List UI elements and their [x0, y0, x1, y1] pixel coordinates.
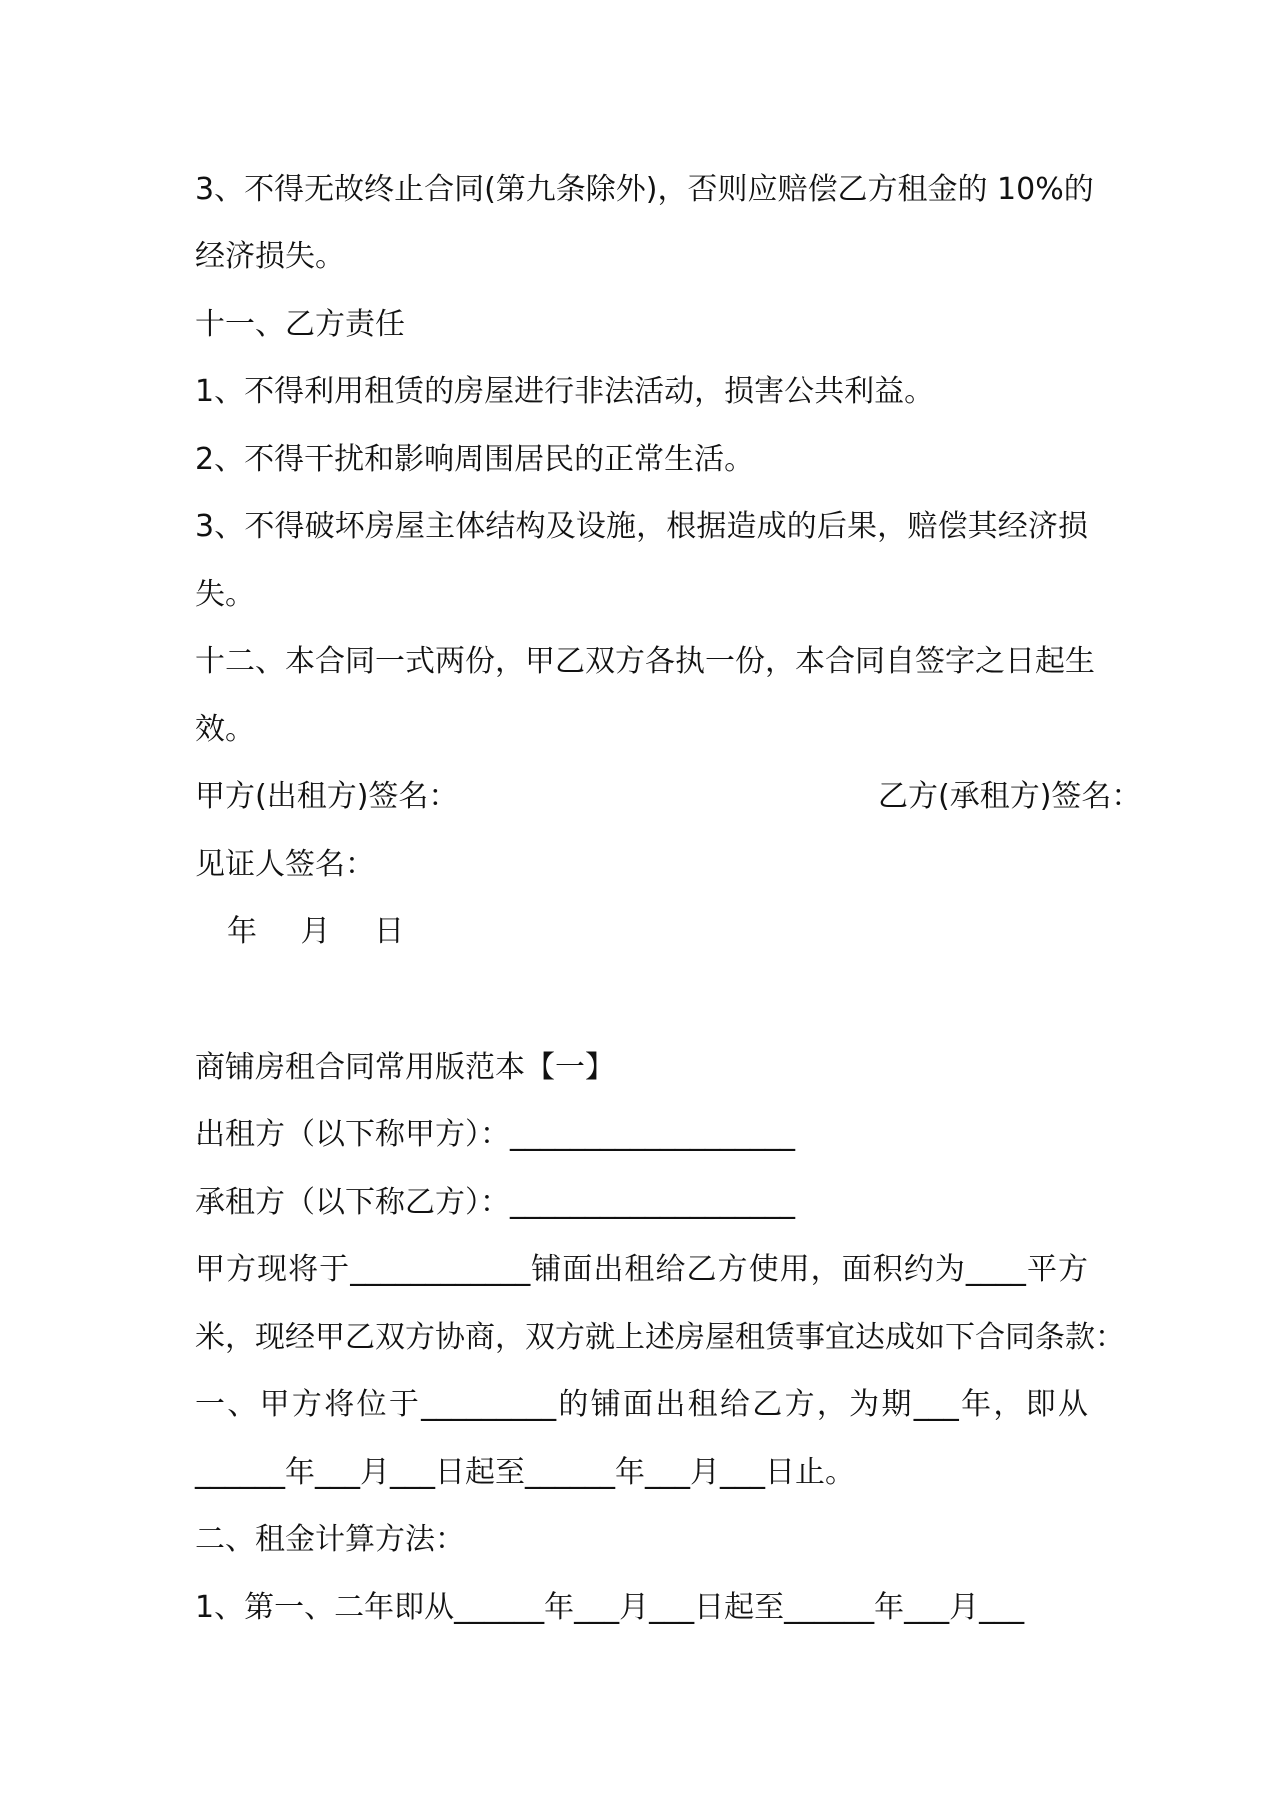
text-line: 1、第一、二年即从______年___月___日起至______年___月___	[195, 1590, 1025, 1625]
witness-signature-label: 见证人签名：	[195, 847, 375, 882]
text-line: 经济损失。	[195, 239, 345, 274]
date-year: 年	[227, 914, 257, 949]
text-line: 失。	[195, 577, 255, 612]
party-b-signature-label: 乙方(承租方)签名：	[878, 779, 1142, 814]
section-heading: 十一、乙方责任	[195, 307, 405, 342]
date-month: 月	[300, 914, 331, 949]
party-a-signature-label: 甲方(出租方)签名：	[195, 779, 459, 814]
date-line	[227, 912, 438, 952]
text-line: 3、不得破坏房屋主体结构及设施，根据造成的后果，赔偿其经济损	[195, 509, 1088, 544]
text-line: ______年___月___日起至______年___月___日止。	[195, 1455, 855, 1490]
text-line: 效。	[195, 712, 255, 747]
text-line: 3、不得无故终止合同(第九条除外)，否则应赔偿乙方租金的 10%的	[195, 172, 1094, 207]
text-line: 十二、本合同一式两份，甲乙双方各执一份，本合同自签字之日起生	[195, 644, 1095, 679]
text-line: 米，现经甲乙双方协商，双方就上述房屋租赁事宜达成如下合同条款：	[195, 1320, 1125, 1355]
section-heading: 二、租金计算方法：	[195, 1522, 465, 1557]
text-line: 1、不得利用租赁的房屋进行非法活动，损害公共利益。	[195, 374, 935, 409]
date-day: 日	[374, 914, 405, 949]
text-line: 甲方现将于____________铺面出租给乙方使用，面积约为____平方	[195, 1252, 1088, 1287]
lessor-line: 出租方（以下称甲方）：___________________	[195, 1117, 795, 1152]
text-line: 2、不得干扰和影响周围居民的正常生活。	[195, 442, 755, 477]
signature-row	[195, 777, 1142, 817]
text-line: 一、甲方将位于_________的铺面出租给乙方，为期___年，即从	[195, 1387, 1088, 1422]
contract-title: 商铺房租合同常用版范本【一】	[195, 1050, 615, 1085]
lessee-line: 承租方（以下称乙方）：___________________	[195, 1185, 795, 1220]
